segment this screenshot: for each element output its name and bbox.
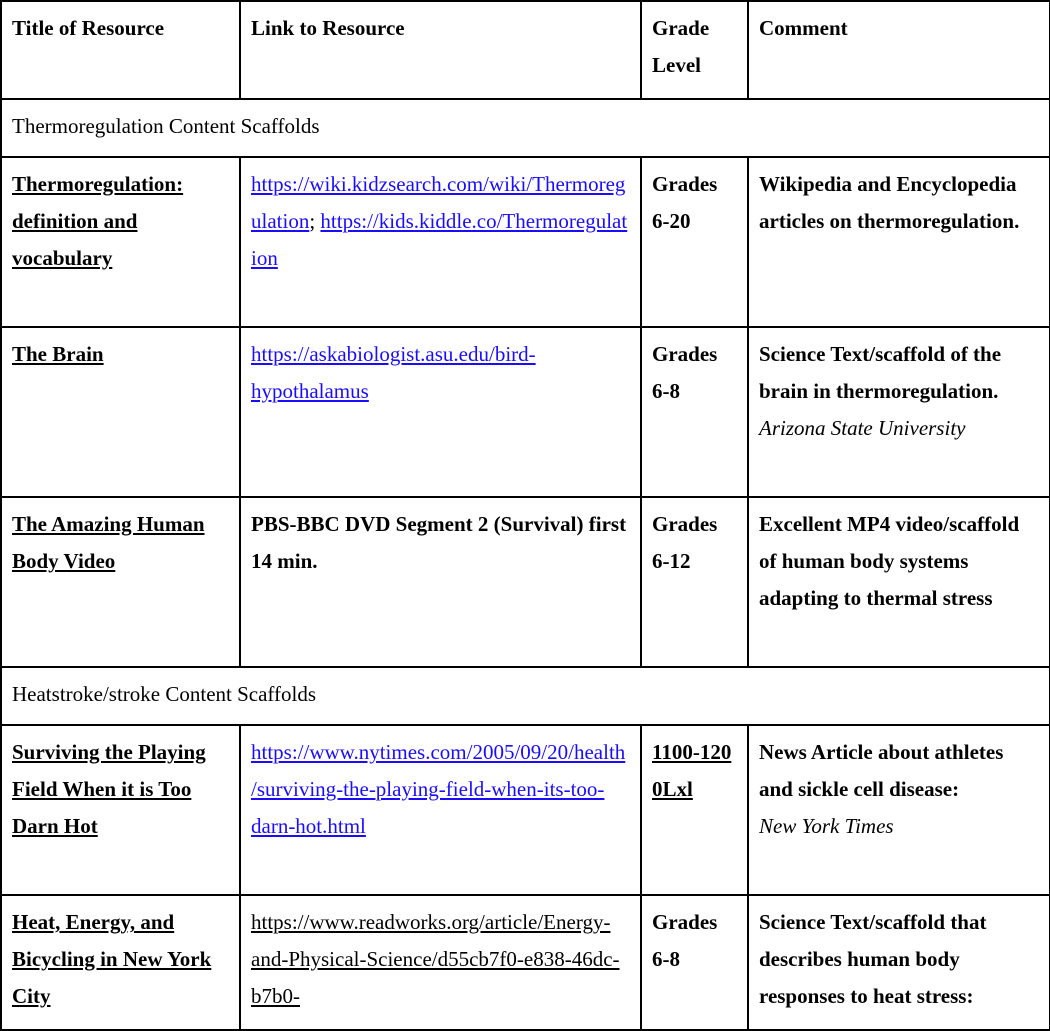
table-row <box>1 725 1050 895</box>
header-grade: Grade Level <box>641 1 748 99</box>
comment-cell: Excellent MP4 video/scaffold of human body systems adapting to thermal stress <box>748 497 1050 667</box>
grade-cell: 1100-1200Lxl <box>641 725 748 895</box>
comment-cell: Science Text/scaffold that describes human body responses to heat stress: <box>748 895 1050 1030</box>
grade-cell: Grades 6-8 <box>641 895 748 1030</box>
comment-cell <box>748 725 1050 895</box>
resource-link-cell <box>240 157 641 327</box>
section-row-heatstroke <box>1 667 1050 725</box>
table-row <box>1 497 1050 667</box>
comment-source: Arizona State University <box>759 416 966 440</box>
resource-title-cell <box>1 497 240 667</box>
table-row <box>1 895 1050 1030</box>
resource-link[interactable]: https://www.nytimes.com/2005/09/20/health/surviving-the-playing-field-when-its-too-darn-hot.html <box>251 740 626 838</box>
header-row <box>1 1 1050 99</box>
resource-title-line1: Surviving the Playing <box>12 740 206 764</box>
link-separator: ; <box>309 209 316 233</box>
resource-link[interactable]: https://askabiologist.asu.edu/bird-hypothalamus <box>251 342 536 403</box>
grade-cell: Grades 6-12 <box>641 497 748 667</box>
resource-title: The Brain <box>12 342 104 366</box>
resource-link-cell: PBS-BBC DVD Segment 2 (Survival) first 14 min. <box>240 497 641 667</box>
resource-link[interactable]: https://www.readworks.org/article/Energy-and-Physical-Science/d55cb7f0-e838-46dc-b7b0- <box>251 910 620 1008</box>
comment-cell: Wikipedia and Encyclopedia articles on thermoregulation. <box>748 157 1050 327</box>
table-row <box>1 157 1050 327</box>
resource-link[interactable]: https://wiki.kidzsearch.com/wiki/Thermoregulation <box>251 172 626 233</box>
table-row <box>1 327 1050 497</box>
resource-link-cell <box>240 895 641 1030</box>
resource-title-cell <box>1 895 240 1030</box>
section-row-thermoregulation <box>1 99 1050 157</box>
resource-title: Thermoregulation: definition and vocabulary <box>12 172 184 270</box>
resource-title-cell <box>1 327 240 497</box>
resource-title: Heat, Energy, and Bicycling in New York City <box>12 910 212 1008</box>
comment-cell <box>748 327 1050 497</box>
resource-link-secondary[interactable]: https://kids.kiddle.co/Thermoregulation <box>251 209 628 270</box>
comment-text: Science Text/scaffold of the brain in thermoregulation. <box>759 342 1002 403</box>
header-link: Link to Resource <box>240 1 641 99</box>
resource-link-cell <box>240 327 641 497</box>
resource-title: The Amazing Human Body Video <box>12 512 205 573</box>
comment-source: New York Times <box>759 814 894 838</box>
comment-text: News Article about athletes and sickle cell disease: <box>759 740 1004 801</box>
grade-cell: Grades 6-8 <box>641 327 748 497</box>
header-title: Title of Resource <box>1 1 240 99</box>
section-title: Heatstroke/stroke Content Scaffolds <box>1 667 1050 725</box>
resource-title-cell <box>1 725 240 895</box>
resource-link-cell <box>240 725 641 895</box>
resource-title-cell <box>1 157 240 327</box>
section-title: Thermoregulation Content Scaffolds <box>1 99 1050 157</box>
resource-title-line2: Field When it is Too Darn Hot <box>12 777 192 838</box>
header-comment: Comment <box>748 1 1050 99</box>
grade-cell: Grades 6-20 <box>641 157 748 327</box>
